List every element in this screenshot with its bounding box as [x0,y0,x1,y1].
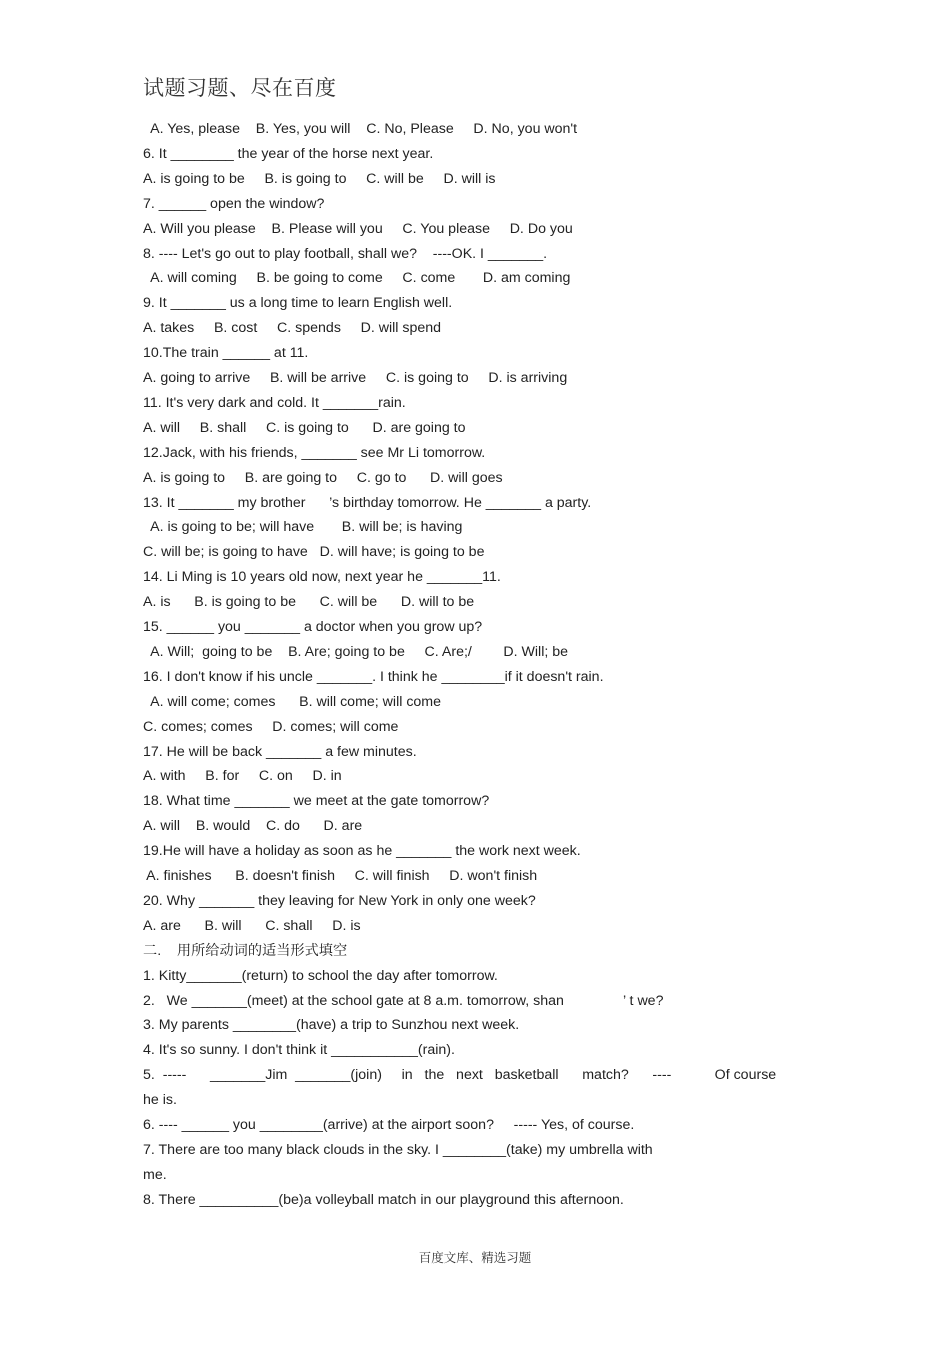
text-line: C. comes; comes D. comes; will come [143,718,399,735]
text-line: A. Will; going to be B. Are; going to be C. Are;/ D. Will; be [143,643,569,660]
text-line: 16. I don't know if his uncle _______. I think he ________if it doesn't rain. [143,668,604,685]
text-line: 19.He will have a holiday as soon as he _______ the work next week. [143,843,581,860]
text-line: A. is B. is going to be C. will be D. will to be [143,594,475,611]
text-line: A. going to arrive B. will be arrive C. is going to D. is arriving [143,370,568,386]
text-line: 20. Why _______ they leaving for New York in only one week? [143,892,536,909]
text-line: A. is going to be B. is going to C. will be D. will is [143,170,496,187]
text-line: 12.Jack, with his friends, _______ see Mr Li tomorrow. [143,444,486,461]
text-line: 7. ______ open the window? [143,195,325,212]
page-header: 试题习题、尽在百度 [143,76,337,100]
text-line: 4. It's so sunny. I don't think it ___________(rain). [143,1042,455,1059]
text-line: 二. 用所给动词的适当形式填空 [143,942,348,959]
text-line: A. will B. shall C. is going to D. are going to [143,419,466,436]
text-line: A. finishes B. doesn't finish C. will finish D. won't finish [143,868,538,884]
text-line: 15. ______ you _______ a doctor when you grow up? [143,619,483,635]
page-footer: 百度文库、精选习题 [418,1250,532,1265]
text-line: A. Yes, please B. Yes, you will C. No, Please D. No, you won't [143,121,578,137]
text-line: 9. It _______ us a long time to learn English well. [143,295,453,312]
text-line: A. with B. for C. on D. in [143,768,342,785]
text-line: A. is going to be; will have B. will be; is having [143,519,463,536]
text-line: 6. ---- ______ you ________(arrive) at the airport soon? ----- Yes, of course. [143,1117,635,1133]
text-line: 17. He will be back _______ a few minutes. [143,743,417,760]
text-line: 8. ---- Let's go out to play football, shall we? ----OK. I _______. [143,245,548,262]
text-line: 8. There __________(be)a volleyball match in our playground this afternoon. [143,1191,624,1208]
text-line: 11. It's very dark and cold. It _______rain. [143,394,406,411]
text-line: he is. [143,1092,177,1109]
text-line: 14. Li Ming is 10 years old now, next year he _______11. [143,569,501,586]
text-line: A. takes B. cost C. spends D. will spend [143,320,442,337]
text-line: 1. Kitty_______(return) to school the day after tomorrow. [143,967,498,984]
text-line: A. will come; comes B. will come; will come [143,693,442,710]
text-line: 3. My parents ________(have) a trip to Sunzhou next week. [143,1017,520,1034]
text-line: 13. It _______ my brother ’s birthday tomorrow. He _______ a party. [143,494,592,511]
text-line: 6. It ________ the year of the horse next year. [143,145,434,162]
text-line: 18. What time _______ we meet at the gate tomorrow? [143,793,490,810]
text-line: A. Will you please B. Please will you C. You please D. Do you [143,220,573,237]
text-line: A. is going to B. are going to C. go to D. will goes [143,469,503,486]
text-line: 5. ----- _______Jim _______(join) in the next basketball match? ---- Of course [143,1067,777,1084]
text-line: 7. There are too many black clouds in the sky. I ________(take) my umbrella with [143,1141,653,1158]
text-line: A. will coming B. be going to come C. come D. am coming [143,270,571,287]
text-line: 10.The train ______ at 11. [143,345,309,362]
text-line: 2. We _______(meet) at the school gate at 8 a.m. tomorrow, shan ’ t we? [143,992,664,1009]
text-line: me. [143,1166,167,1183]
text-line: A. are B. will C. shall D. is [143,917,361,934]
text-line: A. will B. would C. do D. are [143,818,363,835]
text-line: C. will be; is going to have D. will have; is going to be [143,544,485,561]
